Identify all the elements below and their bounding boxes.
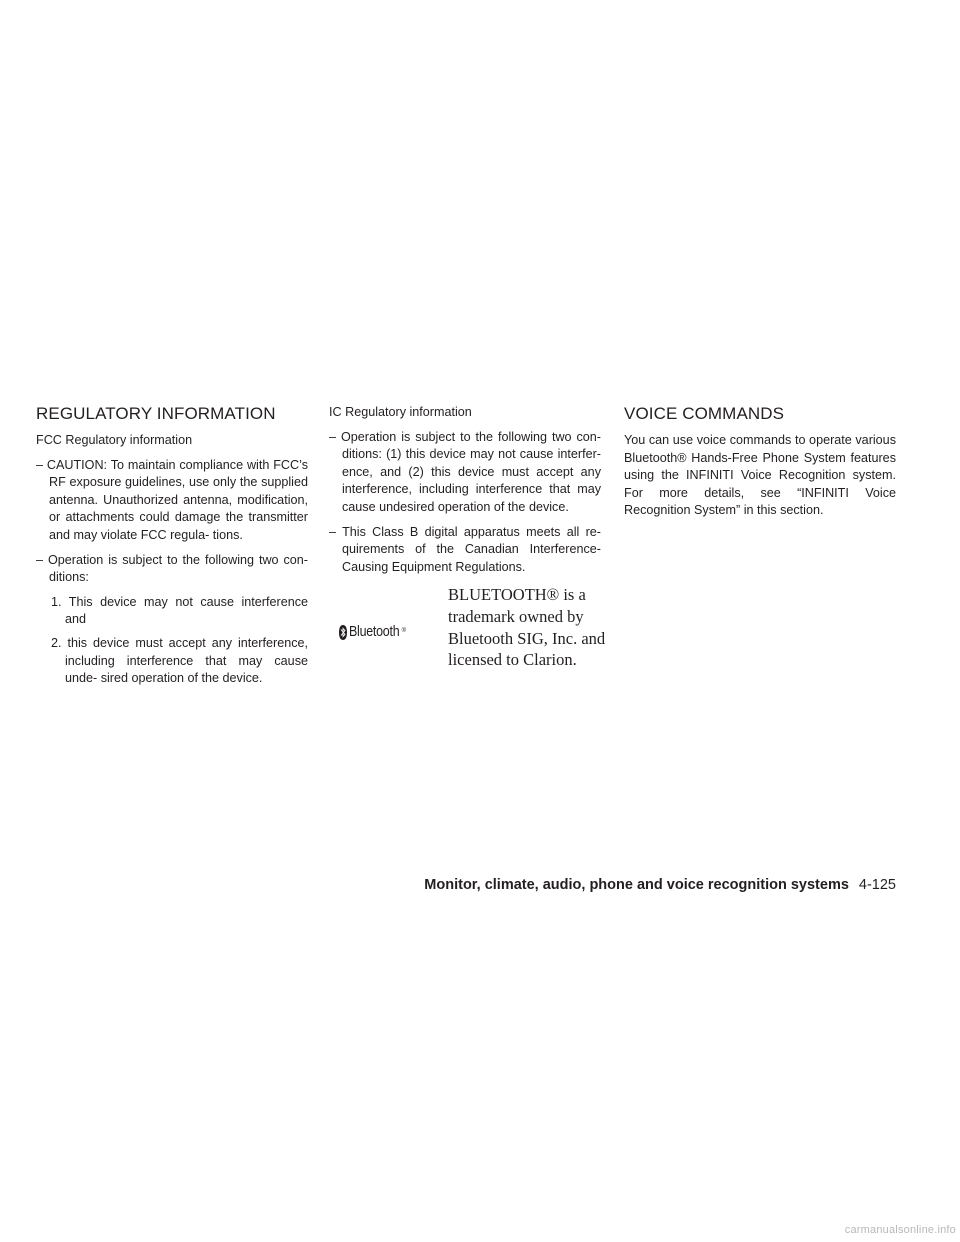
bluetooth-logo (339, 624, 406, 642)
bluetooth-logo-text: Bluetooth (349, 624, 400, 641)
left-column (36, 404, 308, 694)
page-footer (424, 877, 896, 893)
bluetooth-icon (339, 625, 347, 640)
bluetooth-trademark-block (329, 584, 606, 694)
ic-classb-item: – This Class B digital apparatus meets all re- quirements of the Canadian Interference- Causing Equipment Regulations. (329, 524, 601, 574)
fcc-condition-1: 1. This device may not cause interference and (51, 594, 308, 627)
bluetooth-trademark-text: BLUETOOTH® is a trademark owned by Bluetooth SIG, Inc. and licensed to Clarion. (448, 585, 606, 670)
section-title-voice: VOICE COMMANDS (624, 404, 785, 423)
fcc-condition-2: 2. this device must accept any interference, including interference that may cause unde- sired operation of the device. (51, 635, 308, 686)
page-number: 4-125 (858, 877, 896, 893)
ic-subheading: IC Regulatory information (329, 405, 472, 419)
fcc-operation-item: – Operation is subject to the following two con- ditions: (36, 552, 308, 585)
fcc-caution-item: – CAUTION: To maintain compliance with FCC’s RF exposure guidelines, use only the supplied antenna. Unauthorized antenna, modification, or attachments could damage the transmitter and may violate FCC regula- tions. (36, 457, 308, 542)
right-column (624, 404, 896, 527)
middle-column (329, 404, 606, 694)
footer-section-title: Monitor, climate, audio, phone and voice recognition systems (424, 877, 849, 893)
ic-operation-item: – Operation is subject to the following two con- ditions: (1) this device may not cause interfer- ence, and (2) this device must accept any interference, including interference that may cause undesired operation of the device. (329, 429, 601, 514)
bluetooth-logo-registered: ® (401, 628, 406, 635)
section-title-regulatory: REGULATORY INFORMATION (36, 404, 276, 423)
watermark: carmanualsonline.info (844, 1224, 956, 1236)
voice-commands-body: You can use voice commands to operate various Bluetooth® Hands-Free Phone System features using the INFINITI Voice Recognition system. For more details, see “INFINITI Voice Recognition System” in this section. (624, 433, 896, 518)
fcc-subheading: FCC Regulatory information (36, 433, 193, 447)
